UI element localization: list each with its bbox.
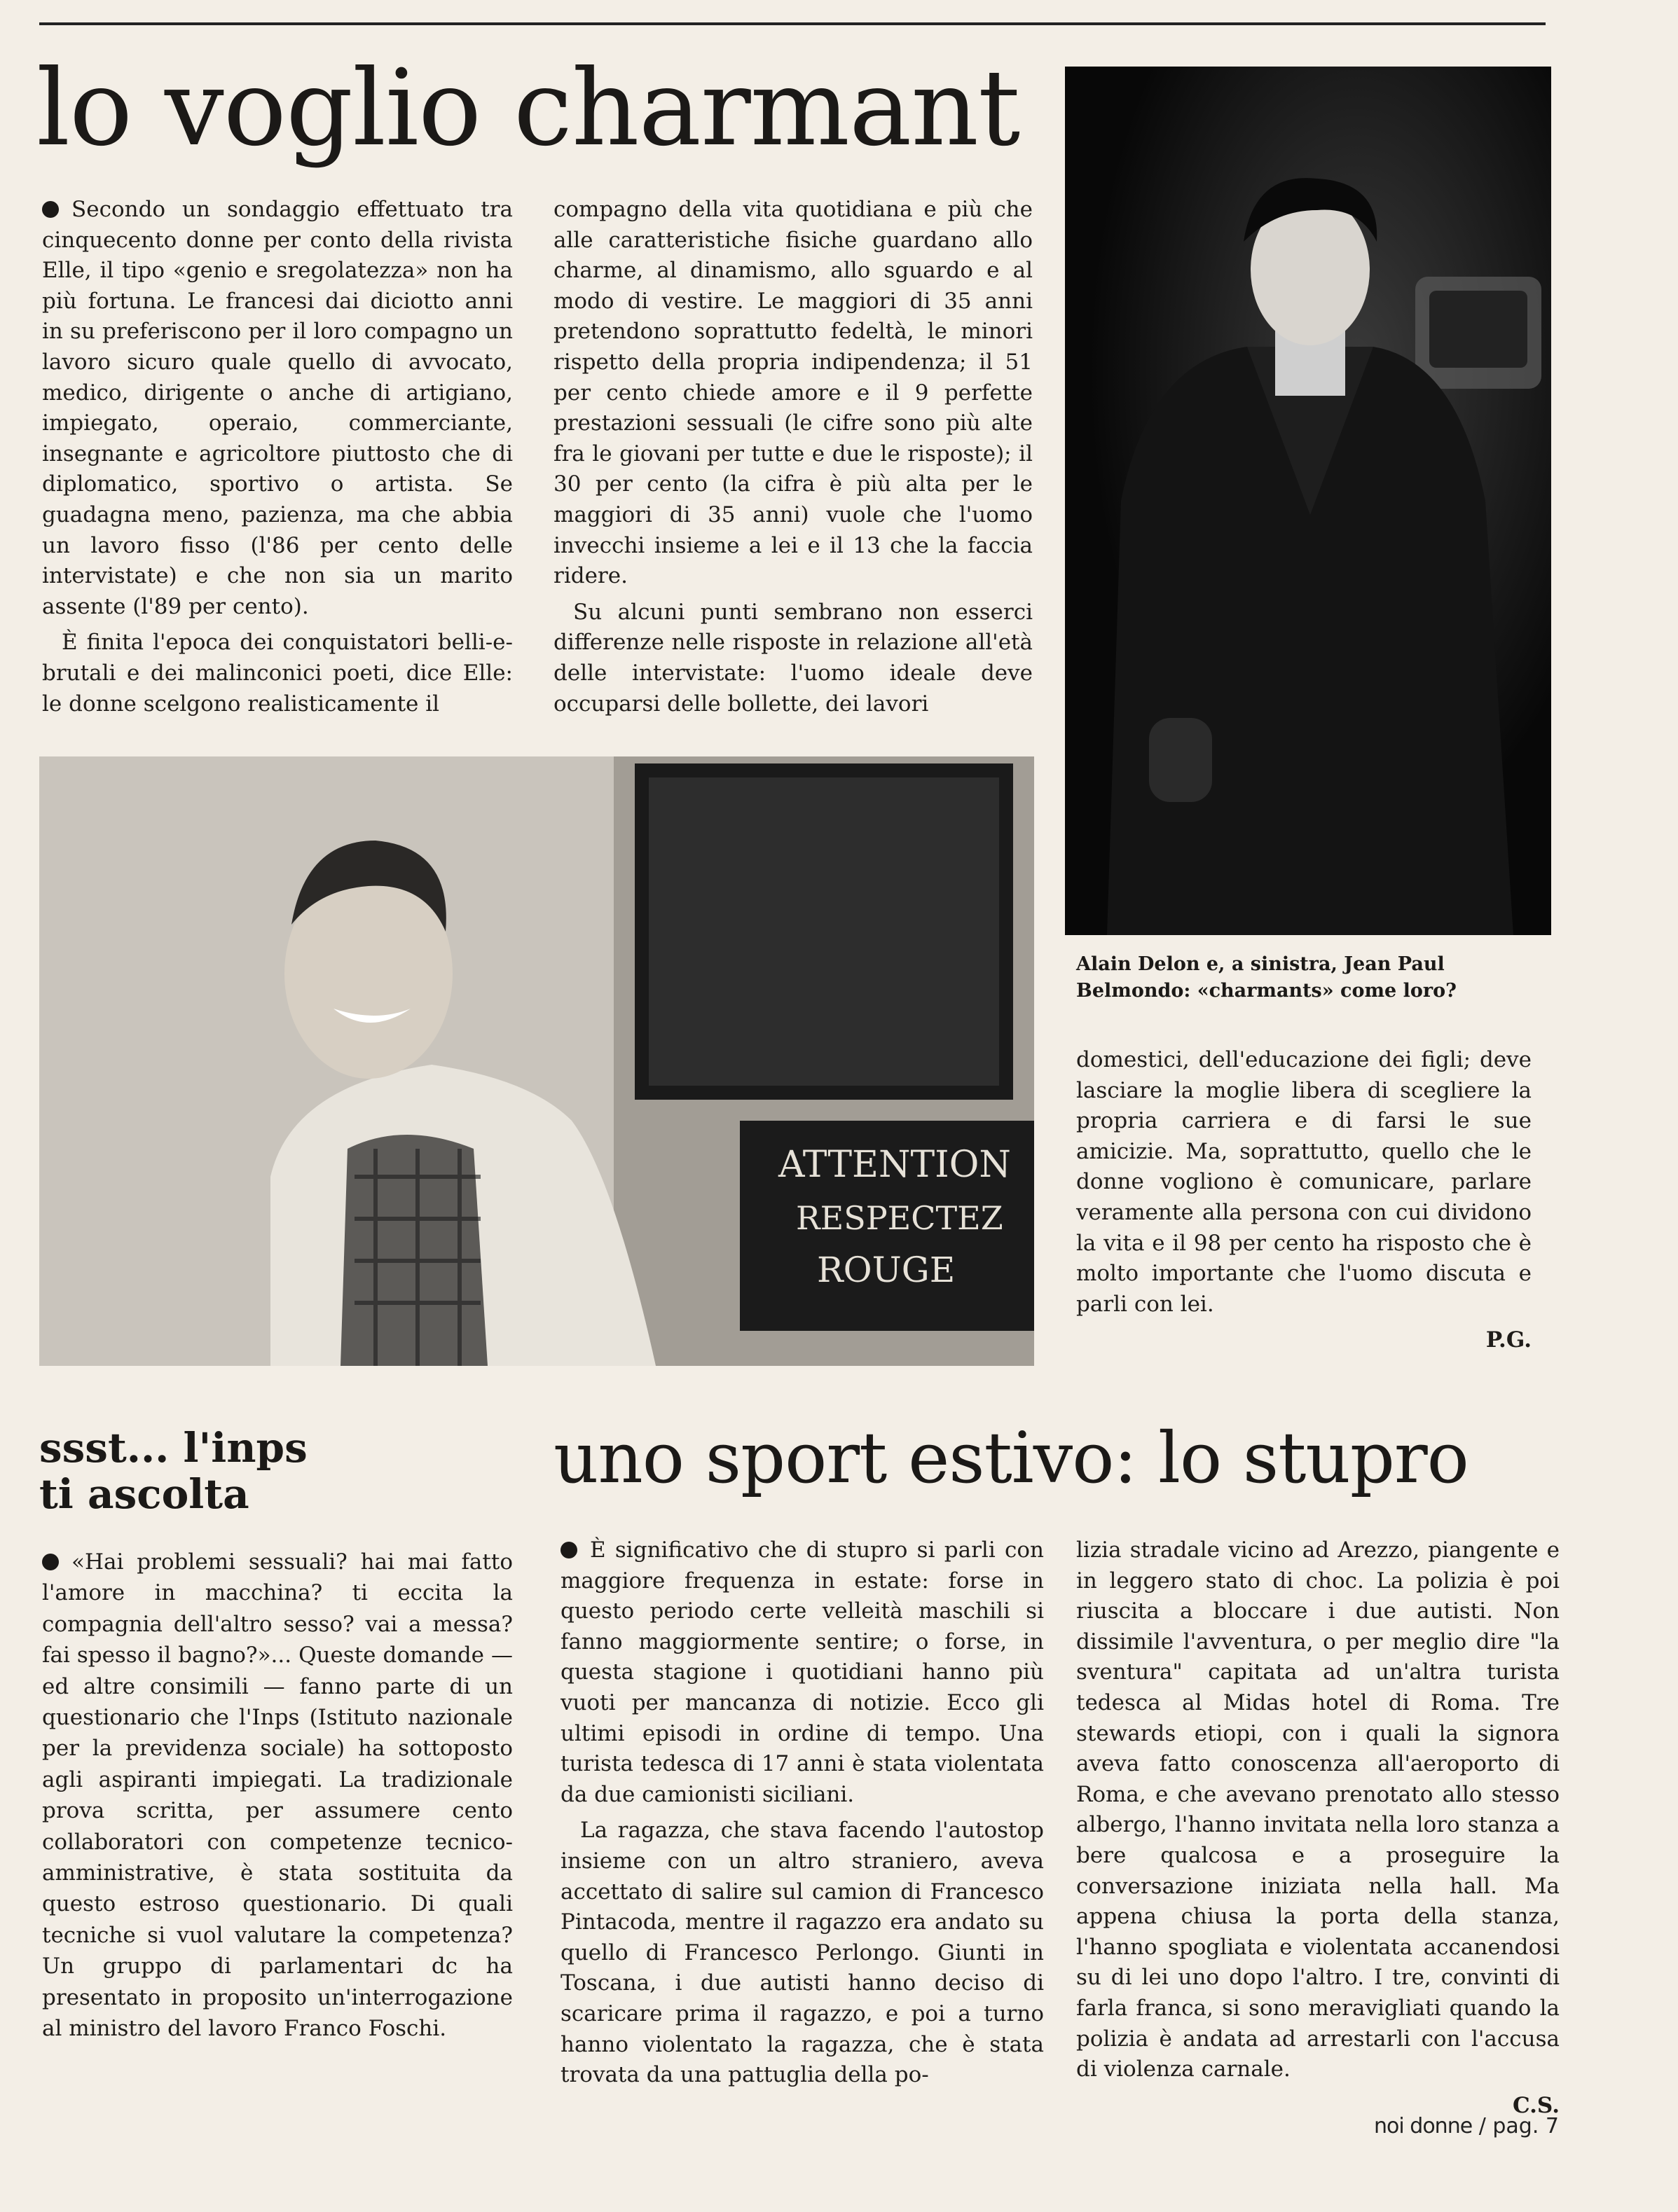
article2-title: ssst... l'inps ti ascolta	[39, 1424, 308, 1518]
article3-column-1: È significativo che di stupro si parli con maggiore frequenza in estate: forse in questo periodo certe velleità maschili si fanno maggiormente sentire; o forse, in questa stagione i quotidiani hanno più vuoti per mancanza di notizie. Ecco gli ultimi episodi in ordine di tempo. Una turista tedesca di 17 anni è stata violentata da due camionisti siciliani. La ragazza, che stava facendo l'autostop insieme con un altro straniero, aveva accettato di salire sul camion di Francesco Pintacoda, mentre il ragazzo era andato su quello di Francesco Perlongo. Giunti in Toscana, i due autisti hanno deciso di scaricare prima il ragazzo, e poi a turno hanno violentato la ragazza, che è stata trovata da una pattuglia della po-	[561, 1537, 1044, 2088]
bullet-icon	[42, 1554, 59, 1570]
article3-column-2: lizia stradale vicino ad Arezzo, piangente e in leggero stato di choc. La polizia è poi riuscita a bloccare i due autisti. Non dissimile l'avventura, o per meglio dire "la sventura" capitata ad un'altra turista tedesca al Midas hotel di Roma. Tre stewards etiopi, con i quali la signora aveva fatto conoscenza all'aeroporto di Roma, e che avevano prenotato allo stesso albergo, l'hanno invitata nella loro stanza a bere qualcosa e a proseguire la conversazione iniziata nella hall. Ma appena chiusa la porta della stanza, l'hanno spogliata e violentata accanendosi su di lei uno dopo l'altro. I tre, convinti di farla franca, si sono meravigliati quando la polizia è andata ad arrestarli con l'accusa di violenza carnale. C.S.	[1076, 1535, 1560, 2127]
signature-pg: P.G.	[1485, 1327, 1532, 1353]
magazine-name: noi donne	[1374, 2114, 1473, 2138]
bullet-icon	[42, 201, 59, 218]
photo-jean-paul-belmondo	[39, 756, 1034, 1366]
article2-body: «Hai problemi sessuali? hai mai fatto l'amore in macchina? ti eccita la compagnia dell'altro sesso? vai a messa? fai spesso il bagno?»... Queste domande — ed altre consimili — fanno parte di un questionario che l'Inps (Istituto nazionale per la previdenza sociale) ha sottoposto agli aspiranti impiegati. La tradizionale prova scritta, per assumere cento collaboratori con competenze tecnico-amministrative, è stata sostituita da questo estroso questionario. Di quali tecniche si vuol valutare la competenza? Un gruppo di parlamentari dc ha presentato in proposito un'interrogazione al ministro del lavoro Franco Foschi.	[42, 1549, 513, 2042]
sign-line-3: ROUGE	[817, 1250, 956, 1290]
photo-caption: Alain Delon e, a sinistra, Jean Paul Belmondo: «charmants» come loro?	[1076, 953, 1457, 1002]
signature-cs: C.S.	[1513, 2092, 1560, 2118]
article1-column-2: compagno della vita quotidiana e più che alle caratteristiche fisiche guardano allo charme, al dinamismo, allo sguardo e al modo di vestire. Le maggiori di 35 anni pretendono soprattutto fedeltà, le minori rispetto della propria indipendenza; il 51 per cento chiede amore e il 9 perfette prestazioni sessuali (le cifre sono più alte fra le giovani per tutte e due le risposte); il 30 per cento (la cifra è più alta per le maggiori di 35 anni) vuole che l'uomo invecchi insieme a lei e il 13 che la faccia ridere. Su alcuni punti sembrano non esserci differenze nelle risposte in relazione all'età delle intervistate: l'uomo ideale deve occuparsi delle bollette, dei lavori	[553, 197, 1033, 717]
article1-column-1: Secondo un sondaggio effettuato tra cinquecento donne per conto della rivista Elle, il tipo «genio e sregolatezza» non ha più fortuna. Le francesi dai diciotto anni in su preferiscono per il loro compagno un lavoro sicuro quale quello di avvocato, medico, dirigente o anche di artigiano, impiegato, operaio, commerciante, insegnante e agricoltore piuttosto che di diplomatico, sportivo o artista. Se guadagna meno, pazienza, ma che abbia un lavoro fisso (l'86 per cento delle intervistate) e che non sia un marito assente (l'89 per cento). È finita l'epoca dei conquistatori belli-e-brutali e dei malinconici poeti, dice Elle: le donne scelgono realisticamente il	[42, 197, 513, 717]
article1-column-3: domestici, dell'educazione dei figli; deve lasciare la moglie libera di scegliere la propria carriera e di farsi le sue amicizie. Ma, soprattutto, quello che le donne vogliono è comunicare, parlare veramente alla persona con cui dividono la vita e il 98 per cento ha risposto che è molto importante che l'uomo discuta e parli con lei. P.G.	[1076, 1045, 1532, 1362]
sign-line-1: ATTENTION	[778, 1144, 1011, 1186]
bullet-icon	[561, 1542, 577, 1558]
photo-alain-delon	[1065, 67, 1551, 935]
top-rule	[39, 22, 1546, 25]
sign-line-2: RESPECTEZ	[796, 1199, 1003, 1237]
article-title-charmant: lo voglio charmant	[36, 48, 1020, 170]
article3-title: uno sport estivo: lo stupro	[553, 1417, 1469, 1499]
page-number: / pag. 7	[1478, 2114, 1559, 2138]
page-footer	[1374, 2114, 1559, 2138]
